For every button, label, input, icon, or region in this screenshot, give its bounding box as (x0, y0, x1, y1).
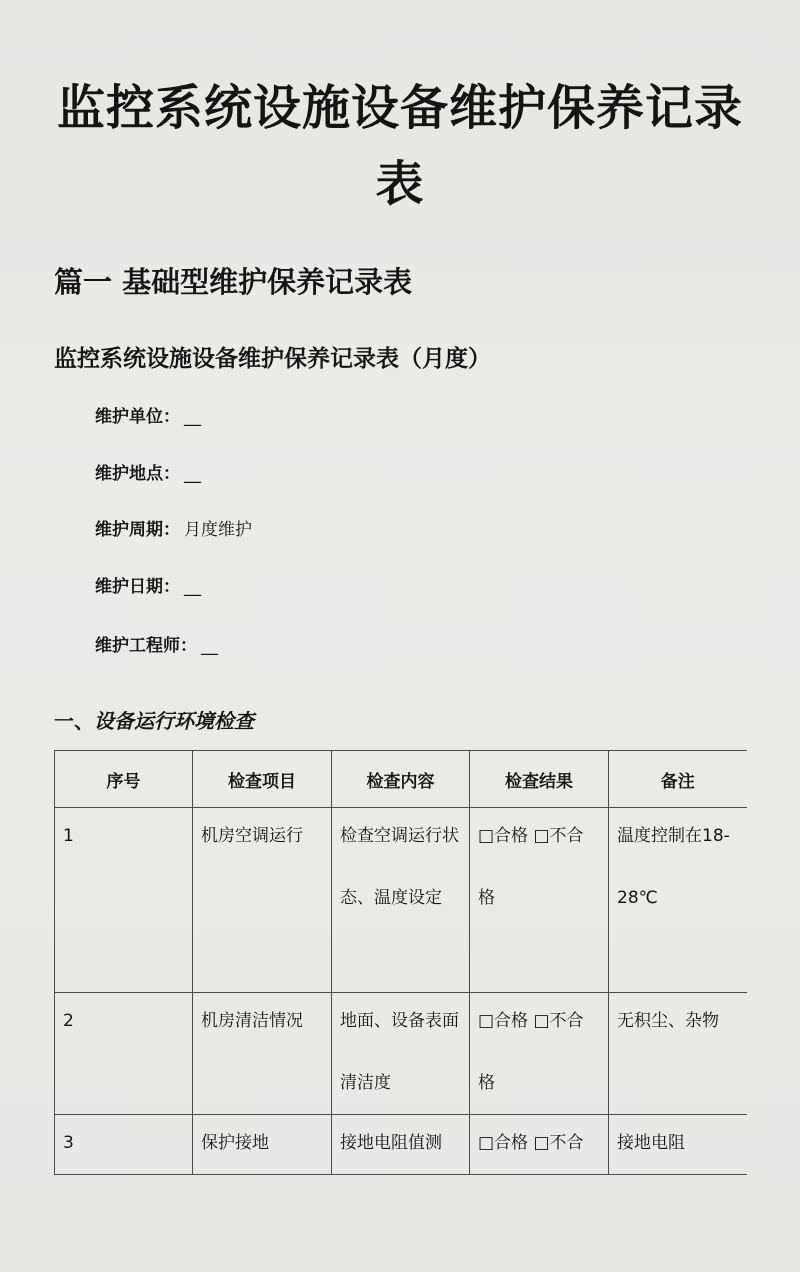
cell-serial: 2 (55, 993, 193, 1115)
section-index: 一、 (54, 709, 94, 733)
cell-serial: 1 (55, 808, 193, 993)
field-label: 维护地点： (95, 464, 180, 484)
table-header-row (55, 751, 747, 808)
cell-item: 机房空调运行 (193, 808, 332, 993)
field-maintenance-engineer (95, 634, 218, 658)
field-label: 维护单位： (95, 407, 180, 427)
field-label: 维护工程师： (95, 636, 197, 656)
section-title (54, 705, 254, 734)
cell-remark: 温度控制在18-28℃ (609, 808, 747, 993)
table-row (55, 1115, 747, 1175)
cell-content: 地面、设备表面清洁度 (332, 993, 470, 1115)
cell-result: □合格 □不合 (470, 1115, 609, 1175)
cell-remark: 接地电阻 (609, 1115, 747, 1175)
cell-serial: 3 (55, 1115, 193, 1175)
document-title: 监控系统设施设备维护保养记录表 (56, 80, 743, 212)
inspection-table (54, 750, 747, 1175)
header-content: 检查内容 (332, 751, 470, 808)
field-maintenance-cycle (95, 518, 252, 542)
cell-item: 保护接地 (193, 1115, 332, 1175)
cell-result: □合格 □不合格 (470, 993, 609, 1115)
cell-item: 机房清洁情况 (193, 993, 332, 1115)
field-value: __ (184, 464, 201, 484)
field-value: __ (201, 636, 218, 656)
cell-remark: 无积尘、杂物 (609, 993, 747, 1115)
field-value: __ (184, 577, 201, 597)
field-label: 维护周期： (95, 520, 180, 540)
field-maintenance-unit (95, 405, 201, 429)
field-value: 月度维护 (184, 520, 252, 540)
table-row (55, 993, 747, 1115)
field-value: __ (184, 407, 201, 427)
header-serial: 序号 (55, 751, 193, 808)
table-row (55, 808, 747, 993)
header-remark: 备注 (609, 751, 747, 808)
cell-result: □合格 □不合格 (470, 808, 609, 993)
field-maintenance-location (95, 462, 201, 486)
header-result: 检查结果 (470, 751, 609, 808)
field-label: 维护日期： (95, 577, 180, 597)
cell-content: 检查空调运行状态、温度设定 (332, 808, 470, 993)
field-maintenance-date (95, 575, 201, 599)
chapter-heading: 篇一 基础型维护保养记录表 (54, 265, 413, 299)
header-item: 检查项目 (193, 751, 332, 808)
form-title: 监控系统设施设备维护保养记录表（月度） (54, 346, 491, 372)
cell-content: 接地电阻值测 (332, 1115, 470, 1175)
section-text: 设备运行环境检查 (94, 709, 254, 733)
